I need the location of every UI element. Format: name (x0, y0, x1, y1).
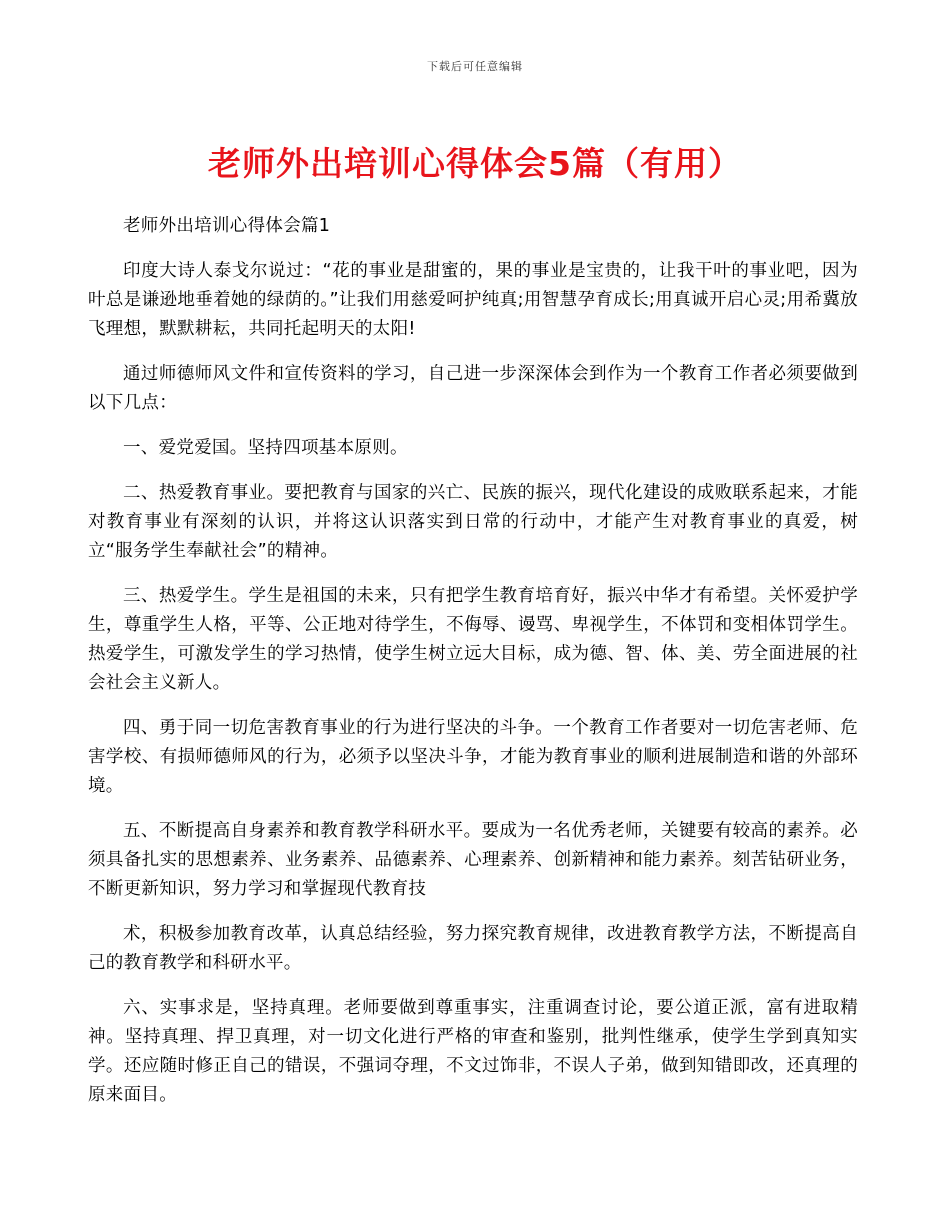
document-body (88, 212, 858, 1126)
paragraph-point-1: 一、爱党爱国。坚持四项基本原则。 (123, 438, 408, 458)
paragraph-quote: 印度大诗人泰戈尔说过：“花的事业是甜蜜的，果的事业是宝贵的，让我干叶的事业吧，因为叶总是谦逊地垂着她的绿荫的。”让我们用慈爱呵护纯真;用智慧孕育成长;用真诚开启心灵;用希冀放飞理想，默默耕耘，共同托起明天的太阳! (88, 261, 858, 339)
section-heading: 老师外出培训心得体会篇1 (123, 216, 331, 236)
paragraph-point-4: 四、勇于同一切危害教育事业的行为进行坚决的斗争。一个教育工作者要对一切危害老师、危害学校、有损师德师风的行为，必须予以坚决斗争，才能为教育事业的顺利进展制造和谐的外部环境。 (88, 718, 858, 796)
paragraph-point-2: 二、热爱教育事业。要把教育与国家的兴亡、民族的振兴，现代化建设的成败联系起来，才能对教育事业有深刻的认识，并将这认识落实到日常的行动中，才能产生对教育事业的真爱，树立“服务学生奉献社会”的精神。 (88, 483, 858, 561)
paragraph-intro: 通过师德师风文件和宣传资料的学习，自己进一步深深体会到作为一个教育工作者必须要做到以下几点： (88, 364, 858, 413)
document-title: 老师外出培训心得体会5篇（有用） (208, 144, 742, 183)
paragraph-point-3: 三、热爱学生。学生是祖国的未来，只有把学生教育培育好，振兴中华才有希望。关怀爱护学生，尊重学生人格，平等、公正地对待学生，不侮辱、谩骂、卑视学生，不体罚和变相体罚学生。热爱学生，可激发学生的学习热情，使学生树立远大目标，成为德、智、体、美、劳全面进展的社会社会主义新人。 (88, 586, 858, 693)
header-note: 下载后可任意编辑 (427, 60, 523, 73)
paragraph-point-6: 六、实事求是，坚持真理。老师要做到尊重事实，注重调查讨论，要公道正派，富有进取精神。坚持真理、捍卫真理，对一切文化进行严格的审查和鉴别，批判性继承，使学生学到真知实学。还应随时修正自己的错误，不强词夺理，不文过饰非，不误人子弟，做到知错即改，还真理的原来面目。 (88, 998, 858, 1105)
paragraph-point-5: 五、不断提高自身素养和教育教学科研水平。要成为一名优秀老师，关键要有较高的素养。必须具备扎实的思想素养、业务素养、品德素养、心理素养、创新精神和能力素养。刻苦钻研业务，不断更新知识，努力学习和掌握现代教育技 (88, 821, 858, 899)
paragraph-point-5-continued: 术，积极参加教育改革，认真总结经验，努力探究教育规律，改进教育教学方法，不断提高自己的教育教学和科研水平。 (88, 924, 858, 973)
